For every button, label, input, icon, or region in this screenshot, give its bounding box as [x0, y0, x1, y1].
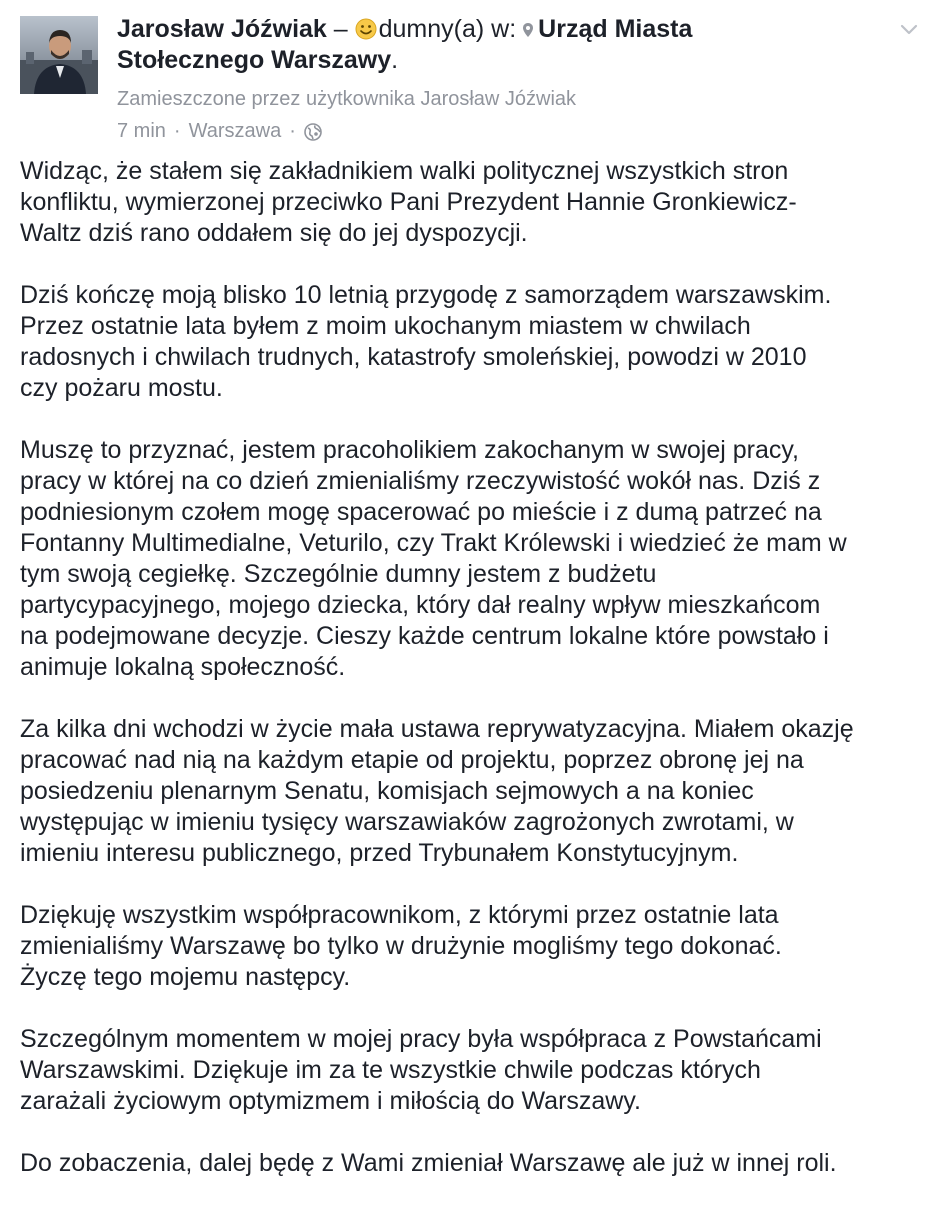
post-body — [20, 156, 920, 1210]
post-time[interactable]: 7 min — [117, 120, 166, 142]
post-paragraph: Dziękuję wszystkim współpracownikom, z którymi przez ostatnie lata zmienialiśmy Warszawę bo tylko w drużynie mogliśmy tego dokonać. Życzę tego mojemu następcy. — [20, 901, 782, 991]
meta-separator-2: · — [289, 120, 296, 142]
feeling-text: dumny(a) w: — [378, 15, 517, 43]
header-text — [117, 14, 817, 144]
avatar-image — [20, 16, 98, 94]
post-paragraph: Muszę to przyznać, jestem pracoholikiem zakochanym w swojej pracy, pracy w której na co dzień zmienialiśmy rzeczywistość wokół nas. Dziś z podniesionym czołem mogę spacerować po mieście i z dumą patrzeć na Fontanny Multimedialne, Veturilo, czy Trakt Królewski i wiedzieć że mam w tym swoją cegiełkę. Szczególnie dumny jestem z budżetu partycypacyjnego, mojego dziecka, który dał realny wpływ mieszkańcom na podejmowane decyzje. Cieszy każde centrum lokalne które powstało i animuje lokalną społeczność. — [20, 436, 847, 681]
map-pin-icon — [522, 15, 534, 31]
post-meta — [117, 118, 817, 144]
globe-icon[interactable] — [304, 122, 322, 140]
post-place[interactable]: Warszawa — [188, 120, 282, 142]
post-header — [20, 14, 920, 154]
smiley-icon — [355, 17, 377, 39]
location-name[interactable]: Urząd Miasta Stołecznego Warszawy — [117, 15, 693, 74]
post-paragraph: Za kilka dni wchodzi w życie mała ustawa reprywatyzacyjna. Miałem okazję pracować nad nią na każdym etapie od projektu, poprzez obronę jej na posiedzeniu plenarnym Senatu, komisjach sejmowych a na koniec występując w imieniu tysięcy warszawiaków zagrożonych zwrotami, w imieniu interesu publicznego, przed Trybunałem Konstytucyjnym. — [20, 715, 854, 867]
chevron-down-icon[interactable] — [898, 18, 920, 40]
title-dash: – — [326, 15, 355, 43]
post-paragraph: Widząc, że stałem się zakładnikiem walki politycznej wszystkich stron konfliktu, wymierzonej przeciwko Pani Prezydent Hannie Gronkiewicz- Waltz dziś rano oddałem się do jej dyspozycji. — [20, 157, 797, 247]
post-title-line — [117, 14, 817, 76]
post-paragraph: Szczególnym momentem w mojej pracy była współpraca z Powstańcami Warszawskimi. Dziękuje im za te wszystkie chwile podczas których zarażali życiowym optymizmem i miłością do Warszawy. — [20, 1025, 822, 1115]
title-period: . — [391, 46, 399, 74]
author-name[interactable]: Jarosław Jóźwiak — [117, 15, 327, 43]
post-paragraph: Do zobaczenia, dalej będę z Wami zmieniał Warszawę ale już w innej roli. — [20, 1149, 837, 1177]
post-paragraph: Dziś kończę moją blisko 10 letnią przygodę z samorządem warszawskim. Przez ostatnie lata byłem z moim ukochanym miastem w chwilach radosnych i chwilach trudnych, katastrofy smoleńskiej, powodzi w 2010 czy pożaru mostu. — [20, 281, 832, 402]
posted-by-text: Zamieszczone przez użytkownika Jarosław Jóźwiak — [117, 88, 577, 110]
meta-separator: · — [173, 120, 181, 142]
avatar[interactable] — [20, 16, 98, 94]
